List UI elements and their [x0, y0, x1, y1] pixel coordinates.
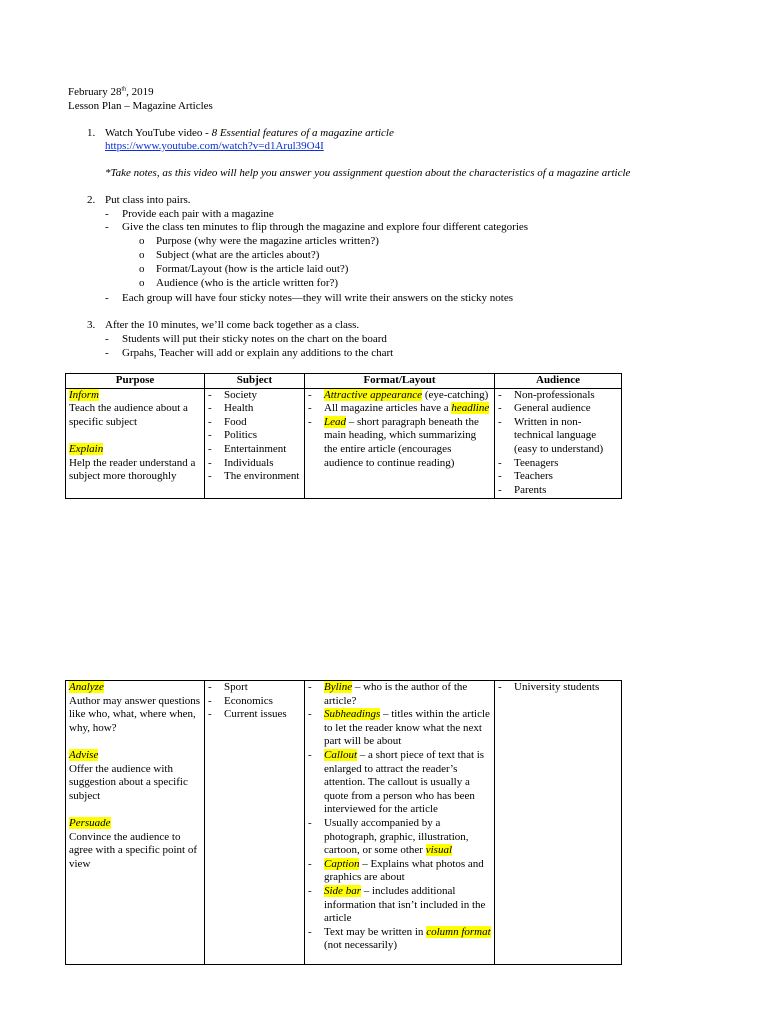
step-2-dash: Give the class ten minutes to flip through the magazine and explore four different categories: [122, 221, 529, 233]
categories-table: [65, 373, 622, 499]
step-1-note: *Take notes, as this video will help you answer you assignment question about the characteristics of a magazine article: [105, 167, 631, 179]
youtube-link-anchor[interactable]: https://www.youtube.com/watch?v=d1Arul39O4I: [105, 140, 324, 152]
bullet-marker: o: [139, 263, 145, 275]
list-item: - General audience: [498, 402, 618, 416]
category-bullet: Subject (what are the articles about?): [156, 249, 320, 261]
bullet-marker: o: [139, 235, 145, 247]
purpose-cell: [66, 681, 205, 965]
list-item: - Sport: [208, 681, 301, 695]
youtube-link[interactable]: [105, 140, 324, 154]
table-row: [66, 388, 622, 498]
step-2-text: Put class into pairs.: [105, 194, 191, 206]
list-item: - All magazine articles have a headline: [308, 402, 491, 416]
list-item: - Usually accompanied by a photograph, graphic, illustration, cartoon, or some other visual: [308, 817, 491, 858]
list-item: - Individuals: [208, 457, 301, 471]
dash-marker: -: [105, 333, 109, 345]
format-cell: [305, 388, 495, 498]
table-row: [66, 681, 622, 965]
list-item: - Text may be written in column format (not necessarily): [308, 926, 491, 953]
list-item: - Attractive appearance (eye-catching): [308, 389, 491, 403]
dash-marker: -: [105, 347, 109, 359]
purpose-term: Inform: [69, 388, 99, 401]
purpose-desc: Convince the audience to agree with a specific point of view: [69, 830, 197, 870]
list-item: - Politics: [208, 429, 301, 443]
dash-marker: -: [105, 221, 109, 233]
list-item: - University students: [498, 681, 618, 695]
header-subject: Subject: [205, 374, 305, 389]
subject-cell: [205, 388, 305, 498]
table-header-row: [66, 374, 622, 389]
list-item: - Society: [208, 389, 301, 403]
list-item: - Entertainment: [208, 443, 301, 457]
purpose-desc: Help the reader understand a subject more thoroughly: [69, 456, 196, 483]
step-3-text: After the 10 minutes, we’ll come back together as a class.: [105, 319, 360, 331]
header-purpose: Purpose: [66, 374, 205, 389]
format-cell: [305, 681, 495, 965]
list-item: - Parents: [498, 484, 618, 498]
list-item: - Non-professionals: [498, 389, 618, 403]
category-bullet: Purpose (why were the magazine articles written?): [156, 235, 379, 247]
step-number: 2.: [87, 194, 96, 206]
purpose-term: Persuade: [69, 816, 111, 829]
list-item: - Teenagers: [498, 457, 618, 471]
dash-marker: -: [105, 292, 109, 304]
list-item: - Current issues: [208, 708, 301, 722]
purpose-desc: Author may answer questions like who, what, where when, why, how?: [69, 694, 201, 734]
purpose-desc: Offer the audience with suggestion about a specific subject: [69, 762, 188, 802]
list-item: - Teachers: [498, 470, 618, 484]
list-item: - The environment: [208, 470, 301, 484]
document-title: Lesson Plan – Magazine Articles: [68, 100, 213, 112]
categories-table-continued: [65, 680, 622, 965]
purpose-desc: Teach the audience about a specific subject: [69, 402, 188, 428]
step-2-dash: Provide each pair with a magazine: [122, 208, 274, 220]
dash-marker: -: [105, 208, 109, 220]
audience-cell: [495, 681, 622, 965]
step-number: 1.: [87, 127, 96, 139]
step-2-dash: Each group will have four sticky notes—they will write their answers on the sticky notes: [122, 292, 514, 304]
bullet-marker: o: [139, 249, 145, 261]
list-item: - Caption – Explains what photos and graphics are about: [308, 858, 491, 885]
purpose-term: Analyze: [69, 681, 104, 693]
step-number: 3.: [87, 319, 96, 331]
list-item: - Economics: [208, 695, 301, 709]
list-item: - Side bar – includes additional information that isn’t included in the article: [308, 885, 491, 926]
step-3-dash: Grpahs, Teacher will add or explain any additions to the chart: [122, 347, 394, 359]
list-item: - Callout – a short piece of text that is enlarged to attract the reader’s attention. The callout is usually a quote from a person who has been interviewed for the article: [308, 749, 491, 817]
list-item: - Written in non-technical language (easy to understand): [498, 416, 618, 457]
step-3-dash: Students will put their sticky notes on the chart on the board: [122, 333, 387, 345]
list-item: - Subheadings – titles within the article to let the reader know what the next part will be about: [308, 708, 491, 749]
list-item: - Food: [208, 416, 301, 430]
audience-cell: [495, 388, 622, 498]
purpose-term: Advise: [69, 748, 99, 761]
category-bullet: Audience (who is the article written for?): [156, 277, 339, 289]
header-audience: Audience: [495, 374, 622, 389]
subject-cell: [205, 681, 305, 965]
list-item: - Lead – short paragraph beneath the main heading, which summarizing the entire article (encourages audience to continue reading): [308, 416, 491, 470]
category-bullet: Format/Layout (how is the article laid out?): [156, 263, 349, 275]
list-item: - Byline – who is the author of the article?: [308, 681, 491, 708]
purpose-term: Explain: [69, 442, 104, 455]
bullet-marker: o: [139, 277, 145, 289]
header-format-layout: Format/Layout: [305, 374, 495, 389]
list-item: - Health: [208, 402, 301, 416]
step-1-text: Watch YouTube video - 8 Essential features of a magazine article: [105, 127, 394, 139]
document-date: February 28th, 2019: [68, 86, 154, 98]
purpose-cell: [66, 388, 205, 498]
